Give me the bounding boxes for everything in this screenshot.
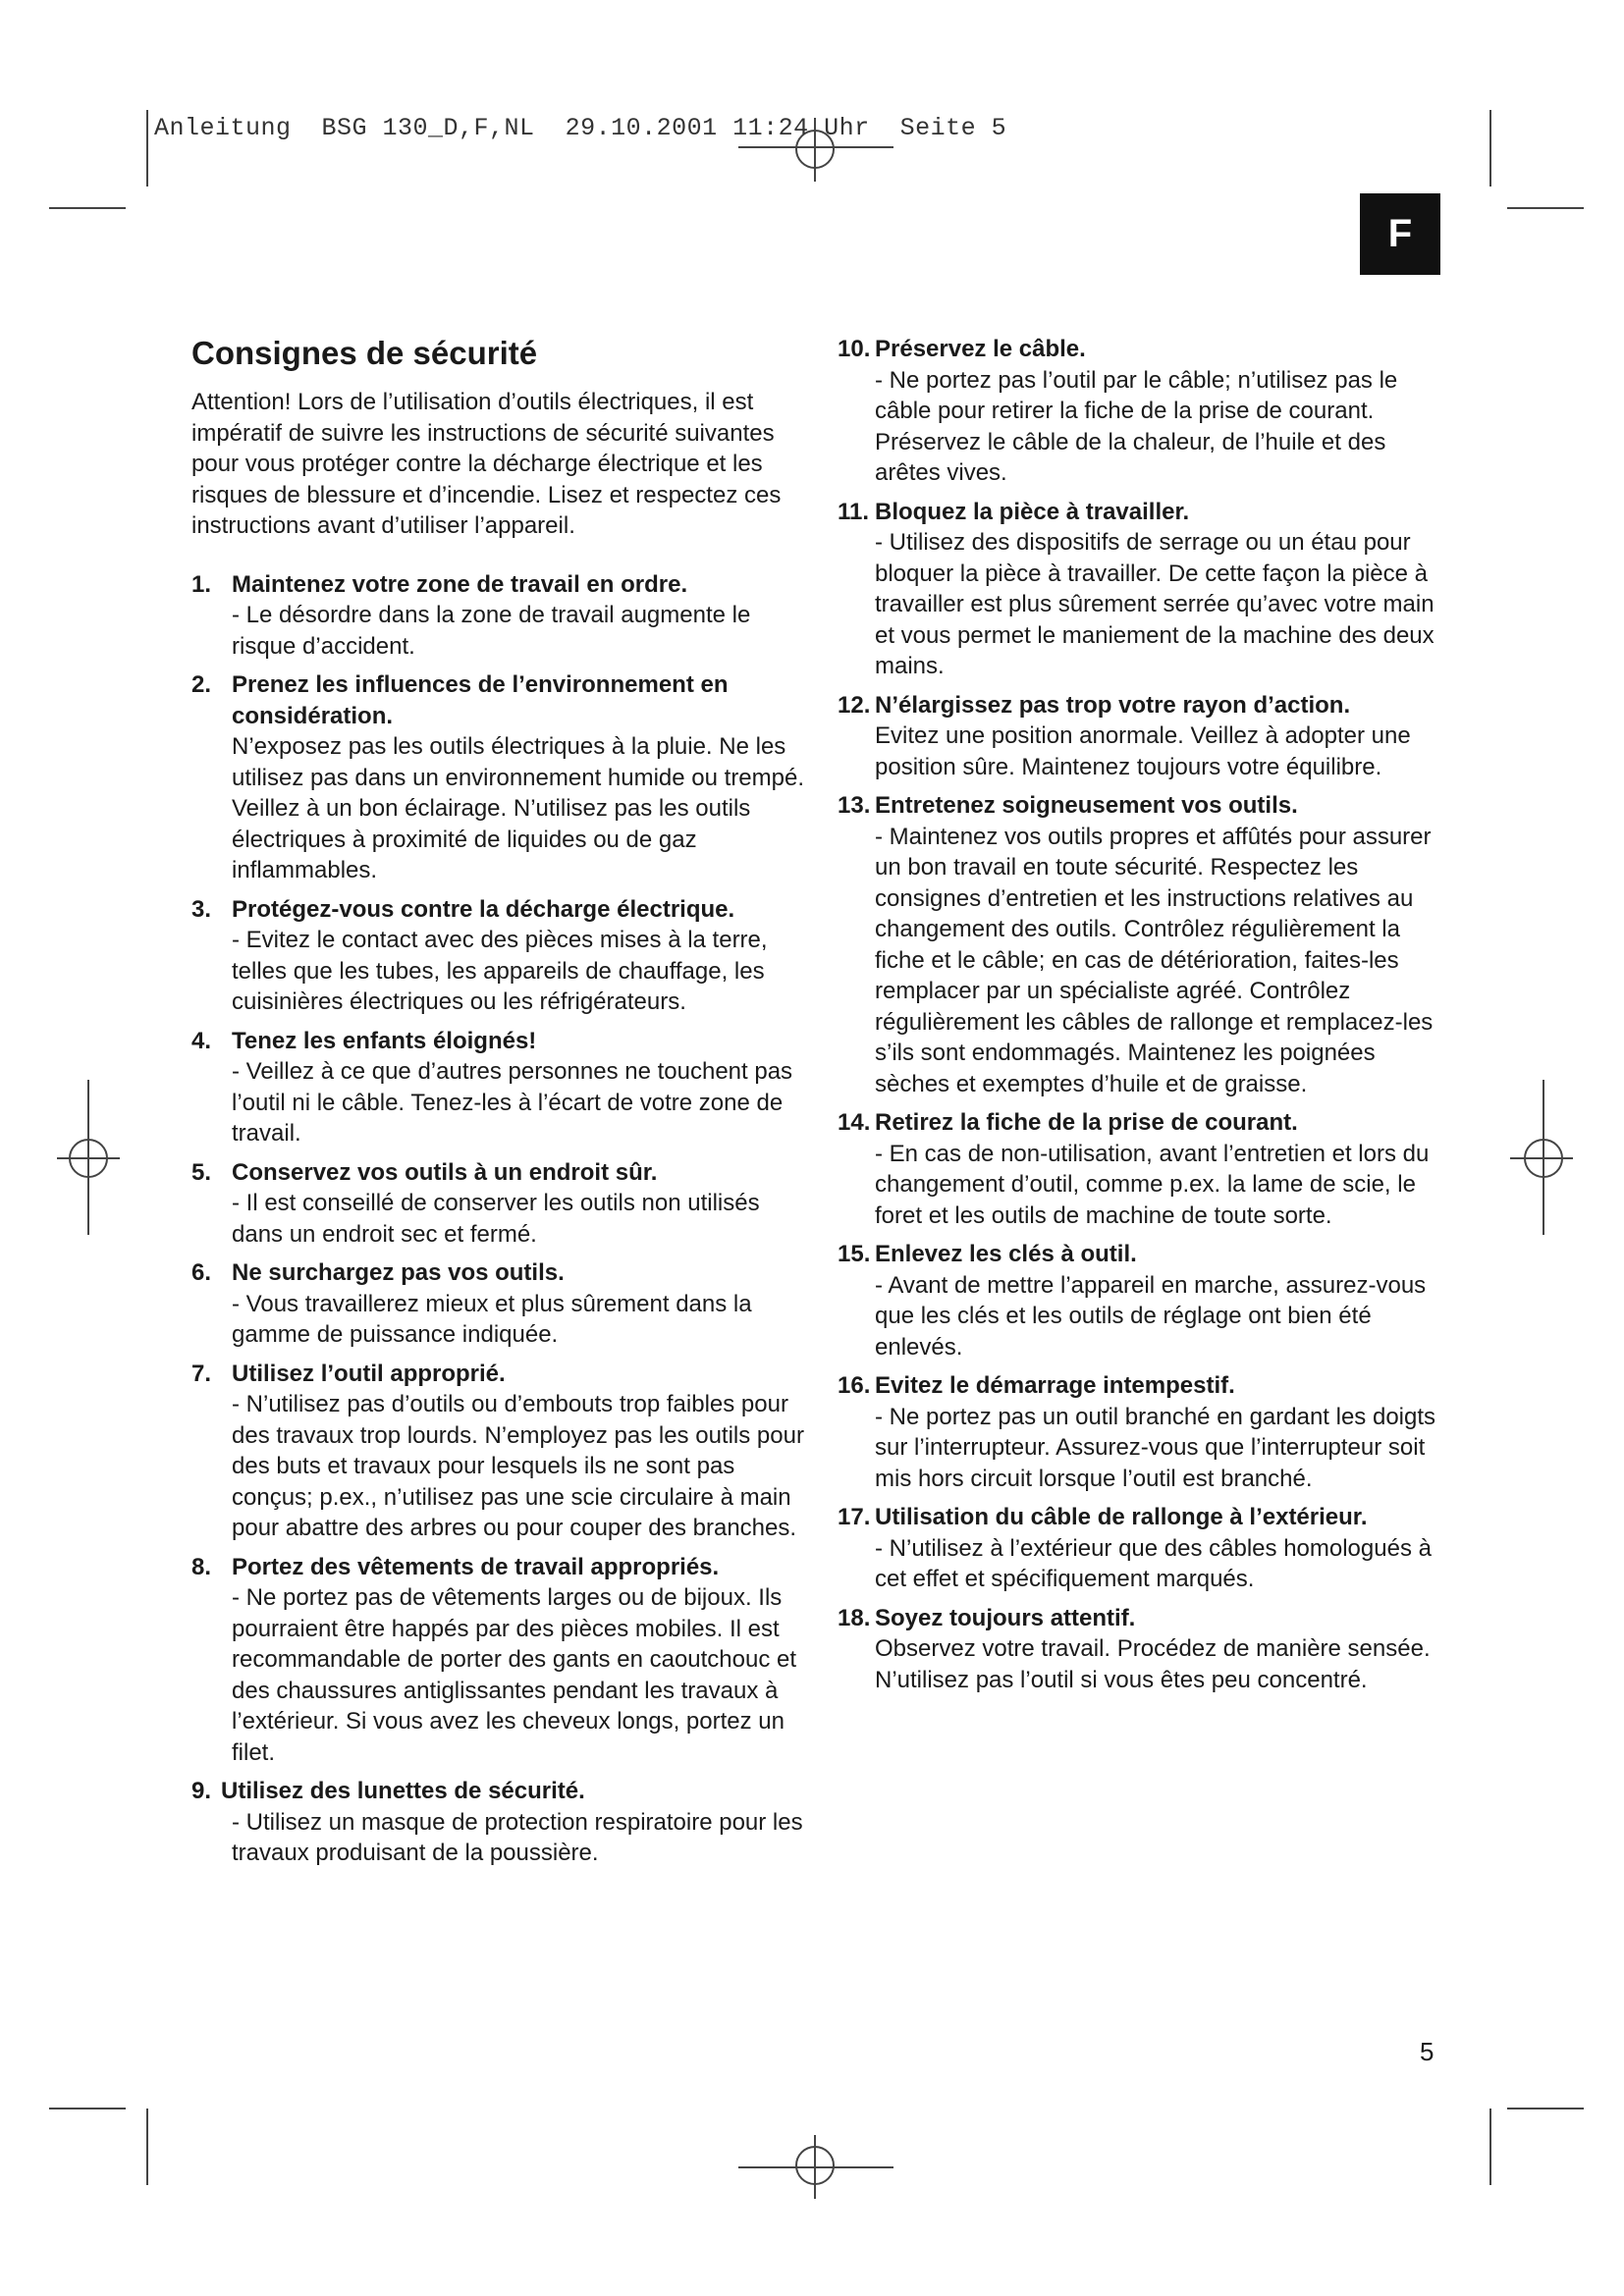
item-number: 2. [191,671,212,698]
list-item [191,569,805,663]
item-body: - Avant de mettre l’appareil en marche, assurez-vous que les clés et les outils de réglage ont bien été enlevés. [875,1271,1427,1361]
item-number: 5. [191,1158,212,1186]
item-heading: Bloquez la pièce à travailler. [875,498,1190,525]
item-heading: Utilisez l’outil approprié. [232,1360,506,1387]
item-body: - Evitez le contact avec des pièces mises à la terre, telles que les tubes, les appareils de chauffage, les cuisinières électriques ou les réfrigérateurs. [232,927,768,1015]
item-body: - Le désordre dans la zone de travail augmente le risque d’accident. [232,602,751,660]
item-number: 3. [191,895,212,923]
item-number: 12. [838,691,871,719]
item-number: 15. [838,1241,871,1267]
language-tab-label: F [1387,212,1413,255]
item-body: - Il est conseillé de conserver les outils non utilisés dans un endroit sec et fermé. [232,1190,760,1248]
list-item [191,1552,805,1769]
list-item [838,1107,1446,1231]
print-header: Anleitung BSG 130_D,F,NL 29.10.2001 11:24 Uhr Seite 5 [154,114,1007,142]
item-body: - Ne portez pas un outil branché en gardant les doigts sur l’interrupteur. Assurez-vous que l’interrupteur soit mis hors circuit lorsque l’outil est branché. [875,1403,1436,1492]
item-body: Evitez une position anormale. Veillez à adopter une position sûre. Maintenez toujours votre équilibre. [875,722,1411,780]
item-body: - Utilisez un masque de protection respiratoire pour les travaux produisant de la poussière. [232,1808,803,1866]
item-number: 13. [838,792,871,819]
item-body: - Vous travaillerez mieux et plus sûrement dans la gamme de puissance indiquée. [232,1290,752,1348]
list-item [191,1257,805,1351]
item-heading: Enlevez les clés à outil. [875,1241,1137,1267]
item-number: 10. [838,336,871,362]
item-body: - Utilisez des dispositifs de serrage ou un étau pour bloquer la pièce à travailler. De cette façon la pièce à travailler est plus sûrement serrée qu’avec votre main et vous permet le maniement de la machine des deux mains. [875,529,1435,679]
list-item [191,1776,805,1869]
item-number: 1. [191,570,212,598]
item-body: - Ne portez pas de vêtements larges ou de bijoux. Ils pourraient être happés par des pièces mobiles. Il est recommandable de porter des gants en caoutchouc et des chaussures antiglissantes pendant les travaux à l’extérieur. Si vous avez les cheveux longs, portez un filet. [232,1584,797,1766]
item-body: - Ne portez pas l’outil par le câble; n’utilisez pas le câble pour retirer la fiche de la prise de courant. Préservez le câble de la chaleur, de l’huile et des arêtes vives. [875,366,1398,486]
item-heading: Evitez le démarrage intempestif. [875,1372,1235,1399]
item-body: - Veillez à ce que d’autres personnes ne touchent pas l’outil ni le câble. Tenez-les à l’écart de votre zone de travail. [232,1058,793,1147]
list-item [838,790,1446,1099]
list-item [191,1026,805,1149]
item-heading: Soyez toujours attentif. [875,1604,1136,1631]
list-item [838,1502,1446,1595]
page-number: 5 [1420,2037,1435,2066]
item-body: Observez votre travail. Procédez de manière sensée. N’utilisez pas l’outil si vous êtes peu concentré. [875,1635,1431,1693]
item-heading: Protégez-vous contre la décharge électrique. [232,895,735,923]
item-heading: Utilisation du câble de rallonge à l’extérieur. [875,1504,1368,1530]
item-heading: Entretenez soigneusement vos outils. [875,792,1298,819]
item-heading: Portez des vêtements de travail appropriés. [232,1553,720,1580]
item-heading: N’élargissez pas trop votre rayon d’action. [875,691,1351,719]
language-tab [1360,193,1440,275]
item-heading: Tenez les enfants éloignés! [232,1027,537,1054]
item-number: 18. [838,1604,871,1631]
list-item [838,497,1446,682]
list-item [838,334,1446,489]
item-heading: Maintenez votre zone de travail en ordre. [232,570,688,598]
list-item [838,1603,1446,1696]
item-number: 9. [191,1778,212,1804]
item-number: 14. [838,1109,871,1136]
right-column [838,334,1446,1703]
list-item [191,1157,805,1251]
page-title: Consignes de sécurité [191,335,538,371]
item-heading: Retirez la fiche de la prise de courant. [875,1109,1298,1136]
list-item [191,894,805,1018]
item-number: 16. [838,1372,871,1399]
left-column [191,334,805,1877]
item-heading: Prenez les influences de l’environnement en considération. [232,671,729,729]
item-heading: Conservez vos outils à un endroit sûr. [232,1158,658,1186]
list-item [838,690,1446,783]
item-number: 7. [191,1360,212,1387]
item-number: 8. [191,1553,212,1580]
list-item [191,669,805,886]
item-heading: Préservez le câble. [875,336,1086,362]
list-item [838,1370,1446,1494]
item-body: - En cas de non-utilisation, avant l’entretien et lors du changement d’outil, comme p.ex. la lame de scie, le foret et les outils de machine de toute sorte. [875,1140,1430,1229]
list-item [191,1359,805,1544]
item-body: - N’utilisez pas d’outils ou d’embouts trop faibles pour des travaux trop lourds. N’employez pas les outils pour des buts et travaux pour lesquels ils ne sont pas conçus; p.ex., n’utilisez pas une scie circulaire à main pour abattre des arbres ou pour couper des branches. [232,1391,804,1541]
item-number: 4. [191,1027,212,1054]
item-body: N’exposez pas les outils électriques à la pluie. Ne les utilisez pas dans un environnement humide ou trempé. Veillez à un bon éclairage. N’utilisez pas les outils électriques à proximité de liquides ou de gaz inflammables. [232,733,805,883]
item-number: 6. [191,1259,212,1286]
list-item [838,1239,1446,1362]
item-heading: Utilisez des lunettes de sécurité. [221,1778,585,1804]
item-body: - Maintenez vos outils propres et affûtés pour assurer un bon travail en toute sécurité. Respectez les consignes d’entretien et les instructions relatives au changement des outils. Contrôlez régulièrement la fiche et le câble; en cas de détérioration, faites-les remplacer par un spécialiste agréé. Contrôlez régulièrement les câbles de rallonge et remplacez-les s’ils sont endommagés. Maintenez les poignées sèches et exemptes d’huile et de graisse. [875,823,1434,1097]
item-heading: Ne surchargez pas vos outils. [232,1259,565,1286]
item-number: 17. [838,1504,871,1530]
item-body: - N’utilisez à l’extérieur que des câbles homologués à cet effet et spécifiquement marqués. [875,1534,1432,1592]
intro-paragraph: Attention! Lors de l’utilisation d’outils électriques, il est impératif de suivre les instructions de sécurité suivantes pour vous protéger contre la décharge électrique et les risques de blessure et d’incendie. Lisez et respectez ces instructions avant d’utiliser l’appareil. [191,389,782,539]
item-number: 11. [838,498,870,525]
